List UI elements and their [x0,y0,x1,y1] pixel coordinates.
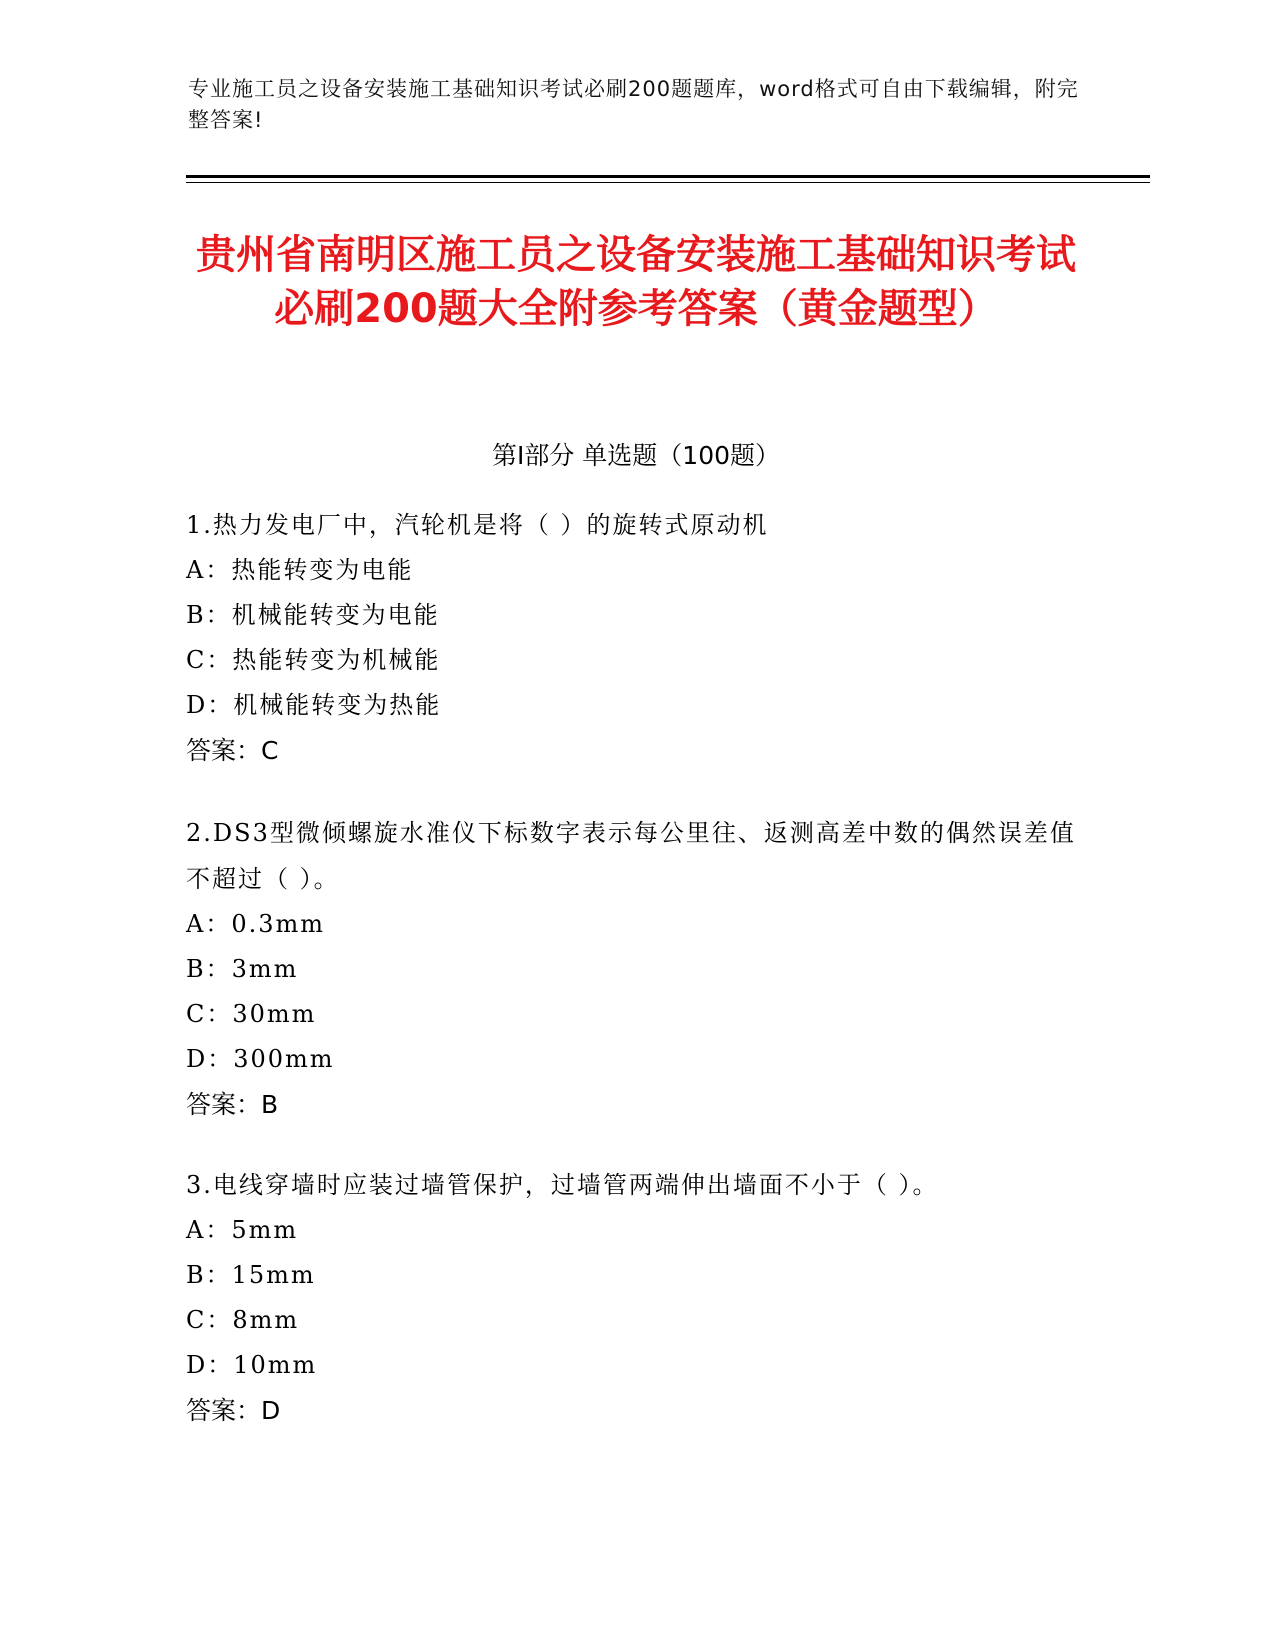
answer: 答案：C [186,736,279,765]
answer: 答案：D [186,1396,281,1425]
option-b: B：机械能转变为电能 [186,601,440,629]
header-note: 专业施工员之设备安装施工基础知识考试必刷200题题库，word格式可自由下载编辑，附完整答案! [188,77,1079,132]
option-c: C：热能转变为机械能 [186,646,441,674]
option-d: D：300mm [186,1045,335,1073]
option-c: C：30mm [186,1000,317,1028]
section-title: 第I部分 单选题（100题） [491,441,781,470]
option-d: D：机械能转变为热能 [186,691,442,719]
question-stem: 3.电线穿墙时应装过墙管保护，过墙管两端伸出墙面不小于（ ）。 [186,1171,939,1199]
question-stem: 1.热力发电厂中，汽轮机是将（ ）的旋转式原动机 [186,511,769,539]
option-a: A：热能转变为电能 [186,556,414,584]
option-b: B：3mm [186,955,299,983]
question-3 [186,1162,1086,1433]
header-divider-thick [186,175,1150,178]
option-a: A：5mm [186,1216,299,1244]
option-a: A：0.3mm [186,910,326,938]
question-1 [186,502,1086,773]
option-d: D：10mm [186,1351,318,1379]
question-stem: 2.DS3型微倾螺旋水准仪下标数字表示每公里往、返测高差中数的偶然误差值不超过（ ）。 [186,819,1076,893]
option-b: B：15mm [186,1261,316,1289]
document-title: 贵州省南明区施工员之设备安装施工基础知识考试必刷200题大全附参考答案（黄金题型） [196,232,1076,332]
answer: 答案：B [186,1090,279,1119]
header-divider-thin [186,182,1150,183]
question-2 [186,810,1086,1127]
option-c: C：8mm [186,1306,300,1334]
